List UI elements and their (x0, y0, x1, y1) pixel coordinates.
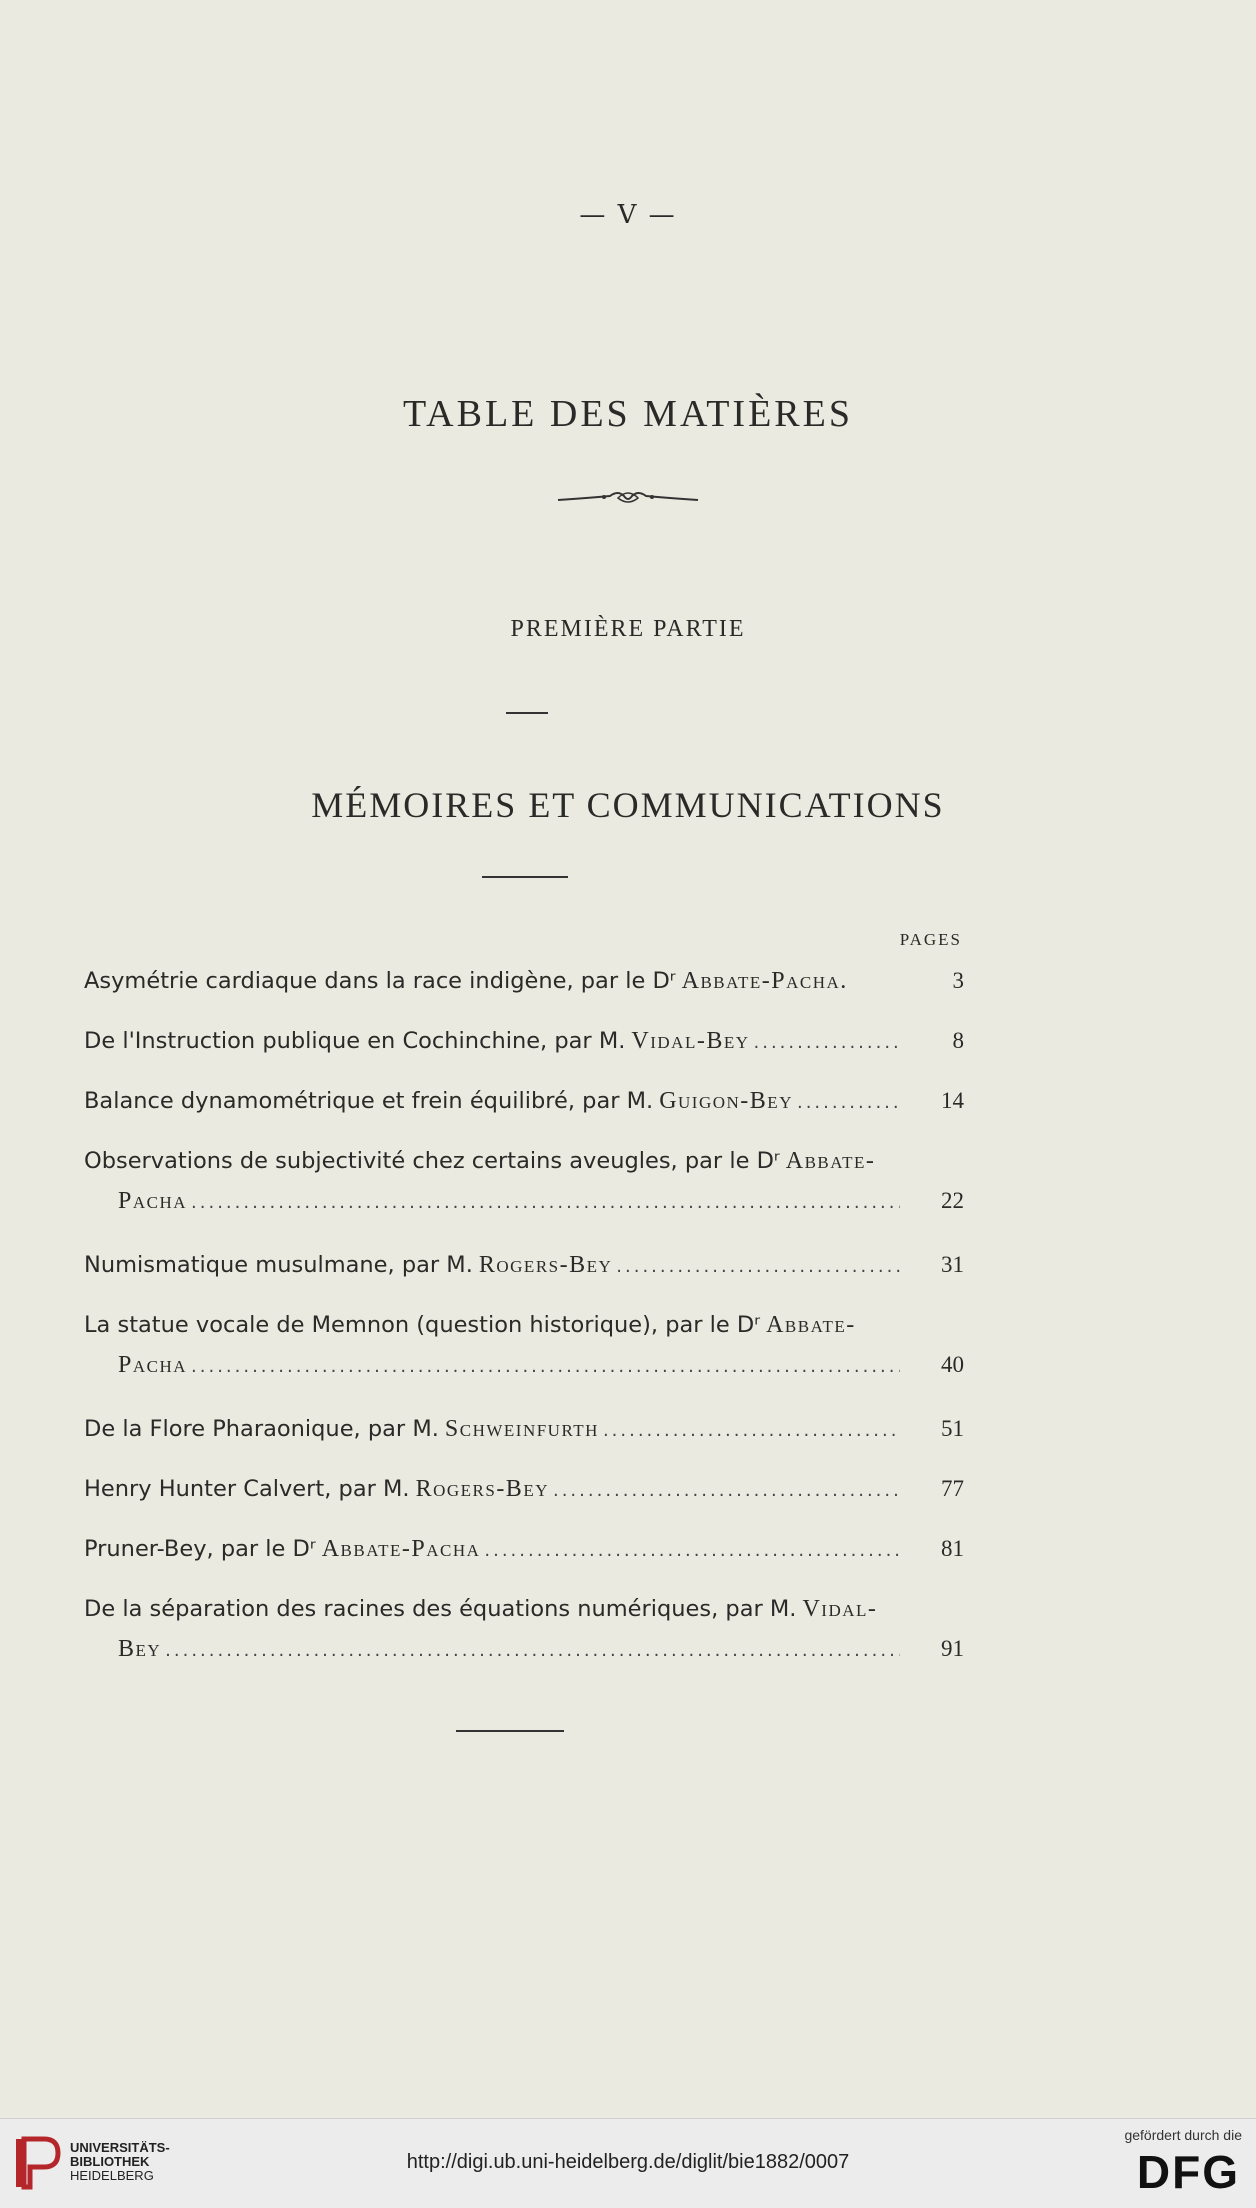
entry-page-number: 91 (941, 1636, 964, 1661)
entry-page-number: 31 (941, 1252, 964, 1277)
library-line-2: BIBLIOTHEK (70, 2154, 150, 2169)
toc-entry-line (84, 1028, 964, 1068)
permalink-url[interactable]: http://digi.ub.uni-heidelberg.de/diglit/bie1882/0007 (406, 2151, 850, 2173)
entry-title: Pruner-Bey, par le Dʳ (84, 1536, 316, 1562)
entry-title: De la Flore Pharaonique, par M. (84, 1416, 439, 1442)
toc-entry-line (84, 1476, 964, 1516)
entry-author: Abbate-Pacha. (681, 968, 848, 994)
entry-title: De l'Instruction publique en Cochinchine, par M. (84, 1028, 626, 1054)
toc-entry-line (84, 1252, 964, 1292)
pages-column-header: PAGES (899, 930, 962, 949)
library-line-1: UNIVERSITÄTS- (70, 2140, 170, 2155)
toc-entry-line (84, 968, 964, 1008)
entry-author: Pacha (118, 1188, 188, 1214)
section-rule (482, 876, 568, 878)
toc-entry-line (84, 1088, 964, 1128)
toc-entry[interactable] (84, 1252, 964, 1292)
entry-author: Schweinfurth (444, 1416, 599, 1442)
dot-leader (191, 1356, 900, 1377)
entry-title: Asymétrie cardiaque dans la race indigène, par le Dʳ (84, 968, 676, 994)
page-title: TABLE DES MATIÈRES (403, 393, 853, 435)
closing-rule (456, 1730, 564, 1732)
entry-title: De la séparation des racines des équations numériques, par M. (84, 1596, 797, 1622)
dfg-logo[interactable]: DFG (1136, 2146, 1240, 2198)
entry-title: Henry Hunter Calvert, par M. (84, 1476, 410, 1502)
entry-page-number: 81 (941, 1536, 964, 1561)
entry-page-number: 14 (941, 1088, 964, 1113)
entry-page-number: 77 (941, 1476, 964, 1501)
toc-entry[interactable] (84, 968, 964, 1008)
funding-caption: gefördert durch die (1124, 2127, 1242, 2143)
dot-leader (484, 1540, 900, 1561)
toc-entry[interactable] (84, 1088, 964, 1128)
toc-entry[interactable] (84, 1028, 964, 1068)
dot-leader (616, 1256, 900, 1277)
dot-leader (754, 1032, 901, 1053)
entry-author: Abbate-Pacha (321, 1536, 481, 1562)
part-title: PREMIÈRE PARTIE (510, 616, 746, 642)
entry-author: Abbate- (785, 1148, 876, 1174)
dot-leader (165, 1640, 900, 1661)
dot-leader (191, 1192, 900, 1213)
toc-entry-line (84, 1312, 964, 1352)
entry-page-number: 22 (941, 1188, 964, 1213)
entry-author: Rogers-Bey (478, 1252, 613, 1278)
entry-page-number: 3 (952, 968, 964, 993)
entry-author: Pacha (118, 1352, 188, 1378)
toc-entry[interactable] (84, 1536, 964, 1576)
entry-title: La statue vocale de Memnon (question historique), par le Dʳ (84, 1312, 761, 1338)
section-title: MÉMOIRES ET COMMUNICATIONS (311, 785, 945, 825)
library-line-3: HEIDELBERG (70, 2168, 154, 2183)
entry-author: Vidal-Bey (631, 1028, 750, 1054)
viewer-footer (0, 2118, 1256, 2208)
entry-title: Numismatique musulmane, par M. (84, 1252, 473, 1278)
entry-page-number: 51 (941, 1416, 964, 1441)
toc-entry-line (84, 1596, 964, 1636)
entry-page-number: 8 (952, 1028, 964, 1053)
toc-entry[interactable] (84, 1312, 964, 1392)
entry-author: Bey (118, 1636, 162, 1662)
entry-page-number: 40 (941, 1352, 964, 1377)
dot-leader (603, 1420, 900, 1441)
entry-title: Balance dynamométrique et frein équilibré, par M. (84, 1088, 654, 1114)
toc-entry[interactable] (84, 1476, 964, 1516)
toc-entry-line (84, 1416, 964, 1456)
short-rule (506, 712, 548, 714)
page-number: — V — (579, 200, 677, 230)
toc-entry-line (84, 1188, 964, 1228)
toc-entry[interactable] (84, 1416, 964, 1456)
toc-entry[interactable] (84, 1148, 964, 1228)
toc-entry-line (84, 1536, 964, 1576)
entry-author: Rogers-Bey (415, 1476, 549, 1502)
toc-entry-line (84, 1352, 964, 1392)
ornament-divider-icon (0, 486, 1256, 514)
dot-leader (553, 1480, 900, 1501)
toc-entry-line (84, 1636, 964, 1676)
entry-author: Abbate- (766, 1312, 856, 1338)
entry-title: Observations de subjectivité chez certains aveugles, par le Dʳ (84, 1148, 780, 1174)
toc-entry-line (84, 1148, 964, 1188)
dot-leader (797, 1092, 900, 1113)
entry-author: Guigon-Bey (659, 1088, 793, 1114)
entry-author: Vidal- (802, 1596, 878, 1622)
toc-entry[interactable] (84, 1596, 964, 1676)
